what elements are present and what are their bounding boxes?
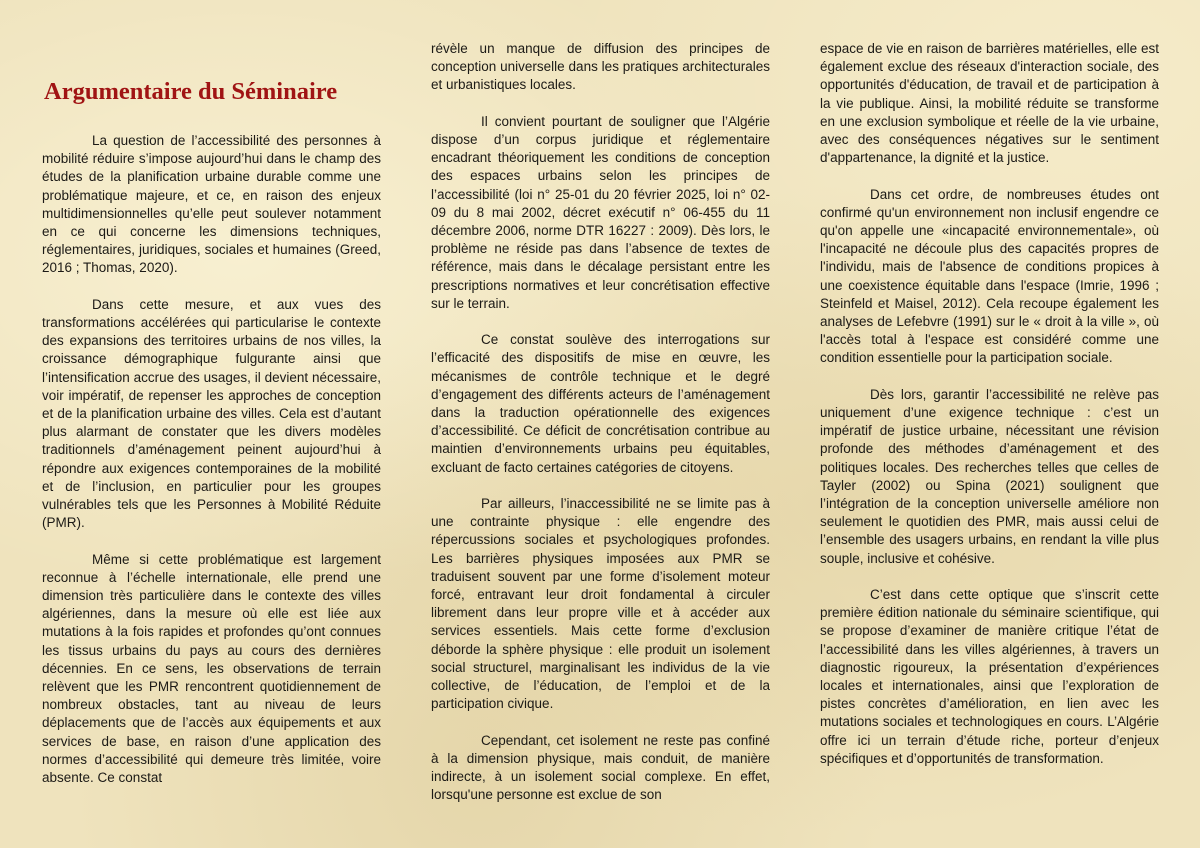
paragraph-continuation: révèle un manque de diffusion des principes de conception universelle dans les pratiques architecturales et urbanistiques locales. [431, 41, 770, 93]
paragraph: Par ailleurs, l’inaccessibilité ne se limite pas à une contrainte physique : elle engendre des répercussions sociales et psychologiques profondes. Les barrières physiques imposées aux PMR se traduisent souvent par une forme d’isolement moteur forcé, entravant leur droit fondamental à circuler librement dans leur propre ville et à accéder aux services essentiels. Mais cette forme d’exclusion déborde la sphère physique : elle produit un isolement social structurel, marginalisant les individus de la vie collective, de l’éducation, de l’emploi et de la participation civique. [431, 496, 770, 712]
paragraph: Dès lors, garantir l’accessibilité ne relève pas uniquement d’une exigence technique : c’est un impératif de justice urbaine, nécessitant une révision profonde des méthodes d’aménagement et des politiques locales. Des recherches telles que celles de Tayler (2002) ou Spina (2021) soulignent que l’intégration de la conception universelle améliore non seulement le quotidien des PMR, mais aussi celui de l’ensemble des usagers urbains, en rendant la ville plus souple, inclusive et cohésive. [820, 386, 1159, 566]
paragraph: Ce constat soulève des interrogations sur l’efficacité des dispositifs de mise en œuvre, les mécanismes de contrôle technique et le degré d’engagement des différents acteurs de l’aménagement dans la traduction opérationnelle des exigences d’accessibilité. Ce déficit de concrétisation contribue au maintien d’environnements urbains peu équitables, excluant de facto certaines catégories de citoyens. [431, 332, 770, 475]
column-3 [820, 40, 1159, 786]
page-title: Argumentaire du Séminaire [44, 78, 338, 105]
paragraph: Même si cette problématique est largement reconnue à l’échelle internationale, elle prend une dimension très particulière dans le contexte des villes algériennes, dans la mesure où elle est liée aux mutations à la fois rapides et profondes qu’ont connues les tissus urbains du pays au cours des dernières décennies. En ce sens, les observations de terrain relèvent que les PMR rencontrent quotidiennement de nombreux obstacles, tant au niveau de leurs déplacements que de l’accès aux équipements et aux services de base, en raison d’une application des normes d’accessibilité qui demeure très limitée, voire absente. Ce constat [42, 551, 381, 786]
paragraph: C’est dans cette optique que s’inscrit cette première édition nationale du séminaire scientifique, qui se propose d’examiner de manière critique l’état de l’accessibilité dans les villes algériennes, à travers un diagnostic rigoureux, la présentation d’expériences locales et internationales, ainsi que l’exploration de pistes concrètes d’amélioration, en lien avec les mutations sociales et technologiques en cours. L’Algérie offre ici un terrain d’étude riche, porteur d’enjeux spécifiques et d’opportunités de transformation. [820, 587, 1159, 766]
paragraph: Il convient pourtant de souligner que l’Algérie dispose d’un corpus juridique et réglementaire encadrant théoriquement les conditions de conception des espaces urbains selon les principes de l’accessibilité (loi n° 25-01 du 20 février 2025, loi n° 02-09 du 8 mai 2002, décret exécutif n° 06-455 du 11 décembre 2006, norme DTR 16227 : 2009). Dès lors, le problème ne réside pas dans l’absence de textes de référence, mais dans le décalage persistant entre les prescriptions normatives et leur concrétisation effective sur le terrain. [431, 113, 770, 311]
paragraph: Dans cette mesure, et aux vues des transformations accélérées qui particularise le contexte des expansions des territoires urbains de nos villes, la croissance démographique fulgurante ainsi que l’intensification accrue des usages, il devient nécessaire, voir impératif, de repenser les approches de conception et de la planification urbaine des villes. Cela est d’autant plus alarmant de constater que les divers modèles traditionnels d’aménagement peinent aujourd’hui à répondre aux exigences contemporaines de la mobilité et de l’inclusion, en particulier pour les groupes vulnérables tels que les Personnes à Mobilité Réduite (PMR). [42, 296, 381, 531]
paragraph: Dans cet ordre, de nombreuses études ont confirmé qu'un environnement non inclusif engendre ce qu'on appelle une «incapacité environnementale», où l'incapacité ne découle plus des capacités propres de l'individu, mais de l'absence de conditions propices à une coexistence équitable dans l'espace (Imrie, 1996 ; Steinfeld et Maisel, 2012). Cela recoupe également les analyses de Lefebvre (1991) sur le « droit à la ville », où l'accès total à l'espace est considéré comme une condition essentielle pour la participation sociale. [820, 186, 1159, 366]
paragraph: La question de l’accessibilité des personnes à mobilité réduire s’impose aujourd’hui dans le champ des études de la planification urbaine durable comme une problématique majeure, et ce, en raison des enjeux multidimensionnelles qu’elle peut soulever notamment en ce qui concerne les dimensions techniques, réglementaires, juridiques, sociales et humaines (Greed, 2016 ; Thomas, 2020). [42, 133, 381, 276]
paragraph-continuation: espace de vie en raison de barrières matérielles, elle est également exclue des réseaux d'interaction sociale, des opportunités d'éducation, de travail et de participation à la vie publique. Ainsi, la mobilité réduite se transforme en une exclusion symbolique et réelle de la vie urbaine, avec des conséquences négatives sur le sentiment d'appartenance, la dignité et la justice. [820, 41, 1159, 166]
column-2 [431, 40, 770, 823]
column-1 [42, 40, 381, 805]
paragraph: Cependant, cet isolement ne reste pas confiné à la dimension physique, mais conduit, de manière indirecte, à un isolement social complexe. En effet, lorsqu'une personne est exclue de son [431, 732, 770, 803]
